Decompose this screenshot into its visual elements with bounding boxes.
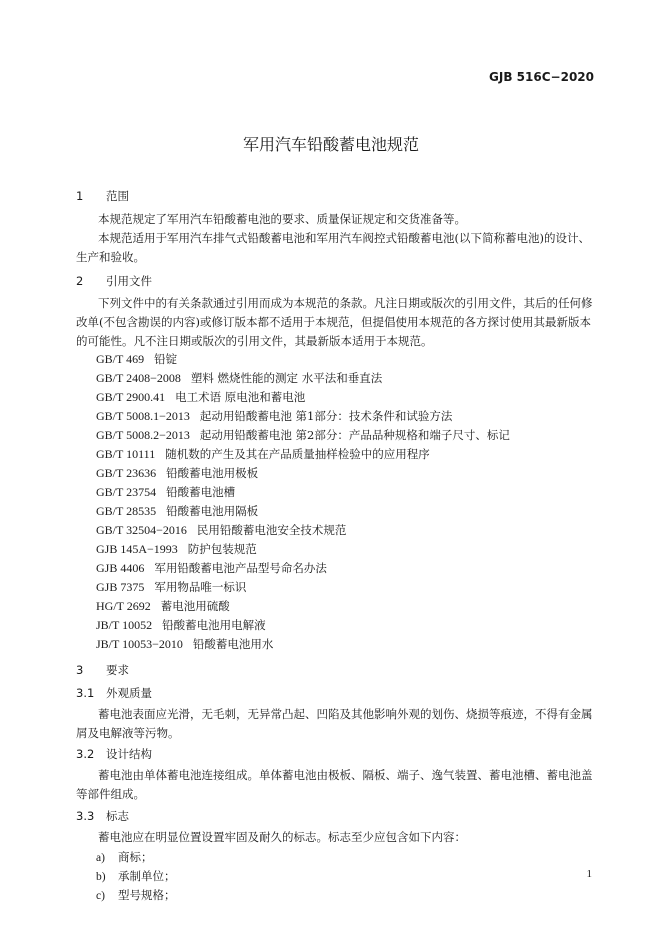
section-number: 3.1 bbox=[76, 686, 95, 700]
reference-item bbox=[96, 541, 257, 557]
section-title: 外观质量 bbox=[106, 686, 152, 700]
reference-name: 铅酸蓄电池用极板 bbox=[166, 466, 259, 480]
reference-item bbox=[96, 446, 430, 462]
reference-code: HG/T 2692 bbox=[96, 599, 151, 613]
section-title: 范围 bbox=[106, 189, 129, 203]
document-code: GJB 516C−2020 bbox=[489, 70, 594, 84]
reference-code: GB/T 23754 bbox=[96, 485, 157, 499]
reference-name: 铅锭 bbox=[154, 352, 178, 366]
reference-name: 起动用铅酸蓄电池 第2部分：产品品种规格和端子尺寸、标记 bbox=[199, 428, 510, 442]
section-number: 1 bbox=[76, 189, 84, 203]
reference-name: 起动用铅酸蓄电池 第1部分：技术条件和试验方法 bbox=[199, 409, 453, 423]
reference-item bbox=[96, 370, 382, 386]
page-title: 军用汽车铅酸蓄电池规范 bbox=[242, 135, 419, 154]
section-number: 3.2 bbox=[76, 747, 95, 761]
reference-item bbox=[96, 617, 266, 633]
section-2-heading bbox=[76, 273, 152, 289]
reference-code: GB/T 10111 bbox=[96, 447, 156, 461]
reference-code: GJB 4406 bbox=[96, 561, 145, 575]
reference-item bbox=[96, 465, 258, 481]
reference-item bbox=[96, 598, 230, 614]
reference-item bbox=[96, 636, 273, 652]
reference-item bbox=[96, 522, 346, 538]
list-item-text: 商标； bbox=[118, 850, 153, 864]
reference-code: GB/T 32504−2016 bbox=[96, 523, 187, 537]
list-item bbox=[96, 887, 176, 903]
reference-name: 军用物品唯一标识 bbox=[154, 580, 247, 594]
reference-code: GB/T 23636 bbox=[96, 466, 157, 480]
page-number: 1 bbox=[586, 868, 592, 880]
reference-name: 铅酸蓄电池槽 bbox=[166, 485, 236, 499]
section-3-2-heading bbox=[76, 746, 152, 762]
reference-name: 铅酸蓄电池用电解液 bbox=[162, 618, 266, 632]
reference-code: JB/T 10052 bbox=[96, 618, 153, 632]
reference-name: 民用铅酸蓄电池安全技术规范 bbox=[196, 523, 347, 537]
section-number: 3.3 bbox=[76, 809, 95, 823]
paragraph-appearance: 蓄电池表面应光滑，无毛刺，无异常凸起、凹陷及其他影响外观的划伤、烧损等痕迹，不得有金属屑及电解液等污物。 bbox=[76, 707, 593, 740]
section-title: 标志 bbox=[106, 809, 129, 823]
paragraph-structure: 蓄电池由单体蓄电池连接组成。单体蓄电池由极板、隔板、端子、逸气装置、蓄电池槽、蓄电池盖等部件组成。 bbox=[76, 768, 593, 801]
reference-item bbox=[96, 408, 452, 424]
reference-name: 蓄电池用硫酸 bbox=[160, 599, 230, 613]
reference-code: GB/T 2900.41 bbox=[96, 390, 166, 404]
section-title: 引用文件 bbox=[106, 274, 152, 288]
reference-code: GB/T 469 bbox=[96, 352, 145, 366]
reference-code: GJB 7375 bbox=[96, 580, 145, 594]
reference-item bbox=[96, 389, 305, 405]
list-item bbox=[96, 868, 176, 884]
reference-name: 随机数的产生及其在产品质量抽样检验中的应用程序 bbox=[165, 447, 430, 461]
list-item-label: c) bbox=[96, 890, 105, 902]
reference-name: 铅酸蓄电池用隔板 bbox=[166, 504, 259, 518]
section-3-heading bbox=[76, 662, 129, 678]
reference-name: 防护包装规范 bbox=[187, 542, 257, 556]
reference-code: GB/T 2408−2008 bbox=[96, 371, 181, 385]
reference-item bbox=[96, 503, 258, 519]
reference-name: 电工术语 原电池和蓄电池 bbox=[175, 390, 306, 404]
list-item-label: a) bbox=[96, 852, 105, 864]
reference-code: GJB 145A−1993 bbox=[96, 542, 178, 556]
reference-item bbox=[96, 560, 327, 576]
reference-code: GB/T 5008.2−2013 bbox=[96, 428, 190, 442]
reference-item bbox=[96, 484, 235, 500]
section-3-3-heading bbox=[76, 808, 129, 824]
list-item-text: 型号规格； bbox=[118, 888, 176, 902]
reference-item bbox=[96, 579, 246, 595]
reference-code: JB/T 10053−2010 bbox=[96, 637, 183, 651]
reference-item bbox=[96, 427, 510, 443]
section-1-heading bbox=[76, 188, 129, 204]
section-number: 3 bbox=[76, 663, 84, 677]
paragraph-references: 下列文件中的有关条款通过引用而成为本规范的条款。凡注日期或版次的引用文件，其后的任何修改单(不包含勘误的内容)或修订版本都不适用于本规范，但提倡使用本规范的各方探讨使用其最新版本的可能性。凡不注日期或版次的引用文件，其最新版本适用于本规范。 bbox=[76, 296, 593, 348]
paragraph-scope-2: 本规范适用于军用汽车排气式铅酸蓄电池和军用汽车阀控式铅酸蓄电池(以下简称蓄电池)的设计、生产和验收。 bbox=[76, 231, 590, 264]
list-item-label: b) bbox=[96, 871, 106, 883]
reference-name: 塑料 燃烧性能的测定 水平法和垂直法 bbox=[190, 371, 383, 385]
section-number: 2 bbox=[76, 274, 84, 288]
paragraph-scope-1: 本规范规定了军用汽车铅酸蓄电池的要求、质量保证规定和交货准备等。 bbox=[98, 212, 466, 226]
section-3-1-heading bbox=[76, 685, 152, 701]
list-item bbox=[96, 849, 153, 865]
paragraph-marking: 蓄电池应在明显位置设置牢固及耐久的标志。标志至少应包含如下内容： bbox=[98, 830, 466, 844]
reference-name: 军用铅酸蓄电池产品型号命名办法 bbox=[154, 561, 327, 575]
reference-code: GB/T 28535 bbox=[96, 504, 157, 518]
reference-item bbox=[96, 351, 177, 367]
list-item-text: 承制单位； bbox=[118, 869, 176, 883]
reference-name: 铅酸蓄电池用水 bbox=[192, 637, 274, 651]
section-title: 要求 bbox=[106, 663, 129, 677]
reference-code: GB/T 5008.1−2013 bbox=[96, 409, 190, 423]
section-title: 设计结构 bbox=[106, 747, 152, 761]
